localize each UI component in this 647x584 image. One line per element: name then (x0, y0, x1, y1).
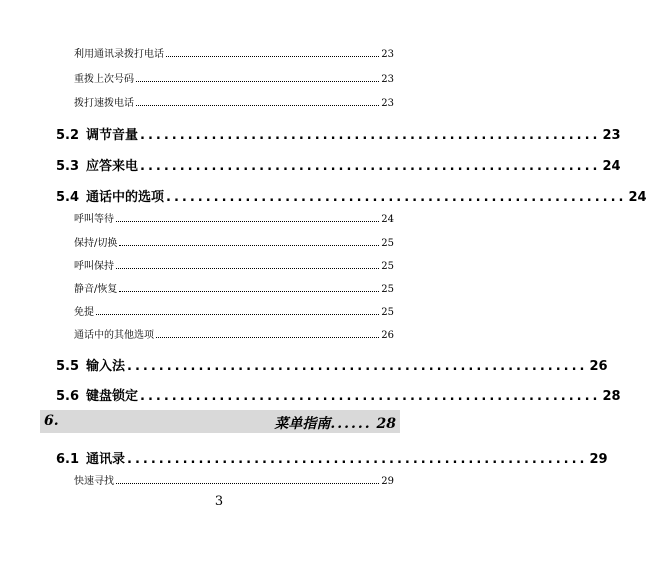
toc-entry-label: 重拨上次号码 (74, 74, 134, 85)
toc-entry-label: 利用通讯录拨打电话 (74, 49, 164, 60)
toc-entry-label: 保持/切换 (74, 238, 118, 249)
toc-section[interactable] (56, 186, 647, 205)
toc-page-number: 26 (381, 330, 394, 341)
toc-page-number: 24 (381, 214, 394, 225)
section-title: 调节音量 (86, 128, 139, 143)
chapter-title: 菜单指南 (274, 416, 331, 432)
dot-leader: ...... (330, 416, 372, 432)
toc-page-number: 23 (381, 98, 394, 109)
toc-page-number: 24 (602, 159, 621, 174)
toc-page-number: 25 (381, 261, 394, 272)
toc-chapter-6[interactable] (40, 410, 400, 433)
section-number: 5.3 (56, 159, 80, 174)
dot-leader: .......................................................... (166, 190, 627, 205)
toc-entry-label: 快速寻找 (74, 476, 114, 487)
toc-page-number: 23 (602, 128, 621, 143)
toc-page-number: 25 (381, 238, 394, 249)
dot-leader (136, 81, 379, 82)
toc-page-number: 25 (381, 284, 394, 295)
dot-leader (136, 105, 379, 106)
section-number: 5.5 (56, 359, 80, 374)
dot-leader: .......................................................... (127, 452, 588, 467)
toc-entry-label: 静音/恢复 (74, 284, 118, 295)
dot-leader: .......................................................... (140, 128, 601, 143)
toc-section[interactable] (56, 385, 621, 404)
chapter-number: 6. (44, 413, 59, 429)
toc-entry-label: 呼叫等待 (74, 214, 114, 225)
toc-entry-label: 呼叫保持 (74, 261, 114, 272)
section-title: 通讯录 (86, 452, 126, 467)
toc-section[interactable] (56, 355, 608, 374)
toc-entry[interactable] (74, 70, 394, 85)
dot-leader (166, 56, 379, 57)
toc-entry-label: 通话中的其他选项 (74, 330, 154, 341)
dot-leader (116, 483, 379, 484)
toc-page-number: 23 (381, 74, 394, 85)
toc-entry[interactable] (74, 326, 394, 341)
toc-page-number: 25 (381, 307, 394, 318)
dot-leader: .......................................................... (140, 159, 601, 174)
section-title: 通话中的选项 (86, 190, 165, 205)
dot-leader (96, 314, 379, 315)
toc-entry[interactable] (74, 303, 394, 318)
toc-entry[interactable] (74, 257, 394, 272)
toc-page-number: 28 (376, 416, 396, 432)
section-title: 应答来电 (86, 159, 139, 174)
toc-section[interactable] (56, 155, 621, 174)
toc-entry[interactable] (74, 210, 394, 225)
toc-section[interactable] (56, 448, 608, 467)
dot-leader (119, 245, 379, 246)
toc-page-number: 26 (589, 359, 608, 374)
dot-leader: .......................................................... (127, 359, 588, 374)
dot-leader (156, 337, 379, 338)
toc-page-number: 29 (589, 452, 608, 467)
toc-entry[interactable] (74, 280, 394, 295)
toc-page-number: 29 (381, 476, 394, 487)
toc-entry[interactable] (74, 472, 394, 487)
toc-page-number: 23 (381, 49, 394, 60)
section-number: 5.6 (56, 389, 80, 404)
section-number: 6.1 (56, 452, 80, 467)
toc-entry-label: 拨打速拨电话 (74, 98, 134, 109)
page-number: 3 (214, 494, 224, 509)
toc-entry[interactable] (74, 45, 394, 60)
toc-entry[interactable] (74, 234, 394, 249)
toc-entry-label: 免提 (74, 307, 94, 318)
section-title: 输入法 (86, 359, 126, 374)
section-number: 5.2 (56, 128, 80, 143)
dot-leader (116, 221, 379, 222)
section-title: 键盘锁定 (86, 389, 139, 404)
dot-leader (119, 291, 379, 292)
toc-page-number: 24 (628, 190, 647, 205)
toc-section[interactable] (56, 124, 621, 143)
dot-leader: .......................................................... (140, 389, 601, 404)
toc-page-number: 28 (602, 389, 621, 404)
section-number: 5.4 (56, 190, 80, 205)
toc-entry[interactable] (74, 94, 394, 109)
dot-leader (116, 268, 379, 269)
